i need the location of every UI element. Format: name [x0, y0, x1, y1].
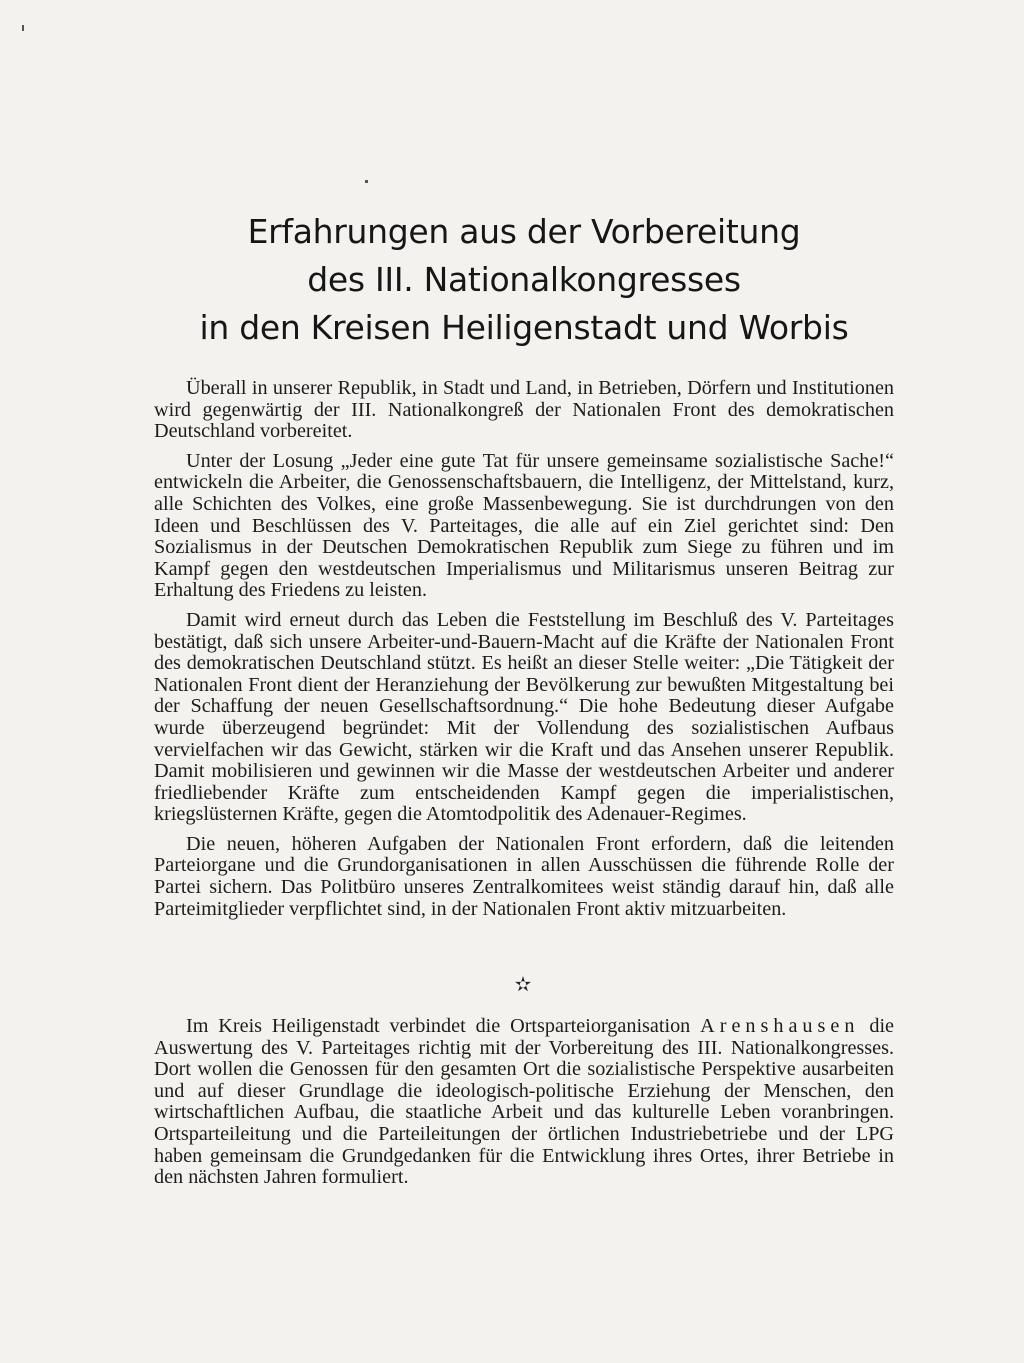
- article-title: [150, 208, 898, 352]
- section-separator-star: ✫: [514, 972, 532, 996]
- place-name-arenshausen: Arenshausen: [700, 1015, 860, 1037]
- paragraph-5-lead: Im Kreis Heiligenstadt verbindet die Ortsparteiorganisation: [186, 1015, 691, 1037]
- paragraph-5-rest: die Auswertung des V. Parteitages richtig mit der Vorbereitung des III. Nationalkongresses. Dort wollen die Genossen für den gesamten Ort die sozialistische Perspektive ausarbeiten und auf dieser Grundlage die ideologisch-politische Erziehung der Menschen, den wirtschaftlichen Aufbau, die staatliche Arbeit und das kulturelle Leben voranbringen. Ortsparteileitung und die Parteileitungen der örtlichen Industriebetriebe und der LPG haben gemeinsam die Grundgedanken für die Entwicklung ihres Ortes, ihrer Betriebe in den nächsten Jahren formuliert.: [154, 1015, 895, 1189]
- margin-speck: [365, 180, 368, 183]
- article-body: [154, 378, 894, 920]
- paragraph-1: Überall in unserer Republik, in Stadt und Land, in Betrieben, Dörfern und Institutionen wird gegenwärtig der III. Nationalkongreß der Nationalen Front des demokratischen Deutschland vorbereitet.: [154, 377, 894, 443]
- title-line-1: Erfahrungen aus der Vorbereitung: [247, 212, 801, 251]
- paragraph-3: Damit wird erneut durch das Leben die Feststellung im Beschluß des V. Parteitages bestätigt, daß sich unsere Arbeiter-und-Bauern-Macht auf die Kräfte der Nationalen Front des demokratischen Deutschland stützt. Es heißt an dieser Stelle weiter: „Die Tätigkeit der Nationalen Front dient der Heranziehung der Bevölkerung zur bewußten Mitgestaltung bei der Schaffung der neuen Gesellschaftsordnung.“ Die hohe Bedeutung dieser Aufgabe wurde überzeugend begründet: Mit der Vollendung des sozialistischen Aufbaus vervielfachen wir das Gewicht, stärken wir die Kraft und das Ansehen unserer Republik. Damit mobilisieren und gewinnen wir die Masse der westdeutschen Arbeiter und anderer friedliebender Kräfte zum entscheidenden Kampf gegen die imperialistischen, kriegslüsternen Kräfte, gegen die Atomtodpolitik des Adenauer-Regimes.: [154, 608, 894, 826]
- paragraph-2: Unter der Losung „Jeder eine gute Tat für unsere gemeinsame sozialistische Sache!“ entwickeln die Arbeiter, die Genossenschaftsbauern, die Intelligenz, der Mittelstand, kurz, alle Schichten des Volkes, eine große Massenbewegung. Sie ist durchdrungen von den Ideen und Beschlüssen des V. Parteitages, die alle auf ein Ziel gerichtet sind: Den Sozialismus in der Deutschen Demokratischen Republik zum Siege zu führen und im Kampf gegen den westdeutschen Imperialismus und Militarismus unseren Beitrag zur Erhaltung des Friedens zu leisten.: [154, 449, 894, 602]
- margin-speck: [22, 25, 24, 31]
- paragraph-4: Die neuen, höheren Aufgaben der Nationalen Front erfordern, daß die leitenden Parteiorgane und die Grundorganisationen in allen Ausschüssen die führende Rolle der Partei sichern. Das Politbüro unseres Zentralkomitees weist ständig darauf hin, daß alle Parteimitglieder verpflichtet sind, in der Nationalen Front aktiv mitzuarbeiten.: [154, 832, 894, 920]
- paragraph-5: [154, 1016, 894, 1189]
- section-2-body: [154, 1016, 894, 1189]
- title-line-2: des III. Nationalkongresses: [307, 260, 741, 299]
- title-line-3: in den Kreisen Heiligenstadt und Worbis: [199, 308, 849, 347]
